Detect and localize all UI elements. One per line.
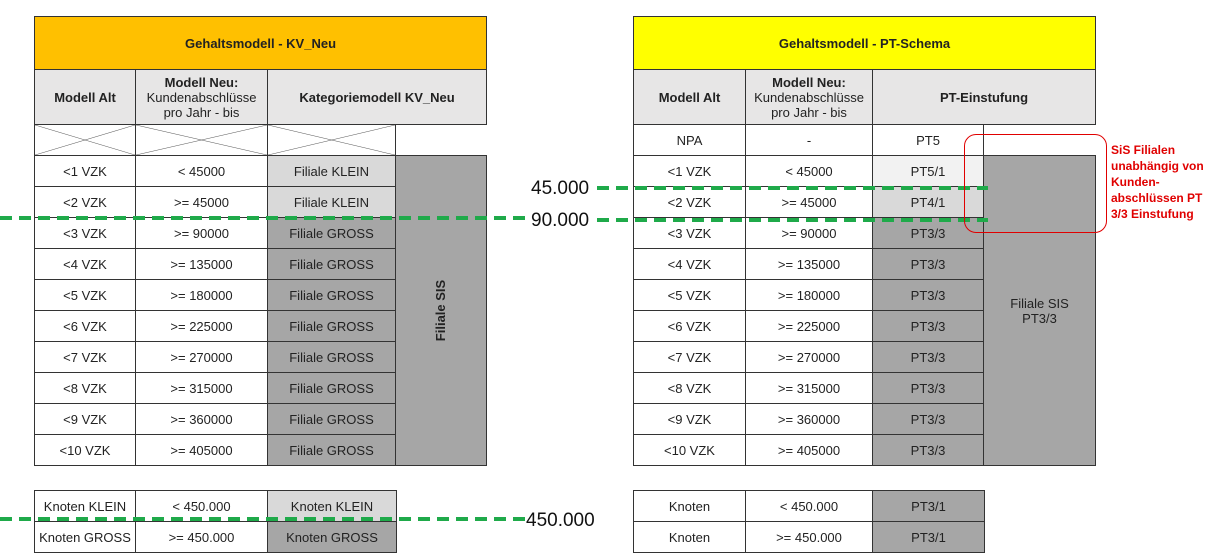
table-cell: Filiale GROSS: [268, 218, 396, 249]
table-cell: PT3/1: [873, 522, 985, 553]
table-cell: >= 270000: [136, 342, 268, 373]
table-cell: <2 VZK: [35, 187, 136, 218]
kv-neu-table: [34, 16, 487, 466]
table-cell: < 450.000: [746, 491, 873, 522]
table-cell: <7 VZK: [35, 342, 136, 373]
sis-note: SiS Filialen unabhängig von Kunden-abschlüssen PT 3/3 Einstufung: [1111, 143, 1204, 221]
table-cell: PT3/3: [873, 373, 984, 404]
header-kategoriemodell: Kategoriemodell KV_Neu: [268, 70, 487, 125]
table-cell: Knoten: [634, 491, 746, 522]
table-cell: PT4/1: [873, 187, 984, 218]
table-cell: <9 VZK: [634, 404, 746, 435]
table-cell: Filiale KLEIN: [268, 187, 396, 218]
table-cell: NPA: [634, 125, 746, 156]
table-cell: <6 VZK: [634, 311, 746, 342]
table-cell: PT3/3: [873, 218, 984, 249]
table-cell: <3 VZK: [634, 218, 746, 249]
table-cell: >= 180000: [136, 280, 268, 311]
table-cell: >= 180000: [746, 280, 873, 311]
table-cell: Filiale GROSS: [268, 435, 396, 466]
table-cell: PT5/1: [873, 156, 984, 187]
threshold-label-450000: 450.000: [526, 510, 595, 531]
filiale-sis-cell: Filiale SIS: [396, 156, 487, 466]
table-cell: PT3/3: [873, 342, 984, 373]
table-cell: >= 135000: [136, 249, 268, 280]
table-cell: Knoten GROSS: [268, 522, 397, 553]
table-cell: <2 VZK: [634, 187, 746, 218]
table-cell: Filiale GROSS: [268, 342, 396, 373]
table-cell: <4 VZK: [634, 249, 746, 280]
table-cell: < 45000: [746, 156, 873, 187]
table-cell: <3 VZK: [35, 218, 136, 249]
table-cell: < 45000: [136, 156, 268, 187]
table-cell: Filiale GROSS: [268, 373, 396, 404]
table-cell: >= 270000: [746, 342, 873, 373]
table-cell: <5 VZK: [35, 280, 136, 311]
header-modell-alt: Modell Alt: [35, 70, 136, 125]
pt-schema-knoten-table: [633, 490, 985, 553]
table-cell: <6 VZK: [35, 311, 136, 342]
table-cell: <1 VZK: [634, 156, 746, 187]
table-cell: PT3/1: [873, 491, 985, 522]
table-cell: >= 405000: [136, 435, 268, 466]
table-cell: >= 45000: [136, 187, 268, 218]
table-cell: >= 450.000: [136, 522, 268, 553]
table-cell: PT5: [873, 125, 984, 156]
table-cell: <4 VZK: [35, 249, 136, 280]
table-cell: PT3/3: [873, 404, 984, 435]
table-cell: Knoten GROSS: [35, 522, 136, 553]
empty-crossed-cell: [268, 125, 396, 156]
header-modell-alt: Modell Alt: [634, 70, 746, 125]
table-cell: <10 VZK: [35, 435, 136, 466]
table-cell: >= 45000: [746, 187, 873, 218]
table-cell: Knoten KLEIN: [35, 491, 136, 522]
threshold-label-45000: 45.000: [531, 178, 590, 199]
table-cell: >= 360000: [746, 404, 873, 435]
table-cell: Knoten: [634, 522, 746, 553]
table-cell: >= 450.000: [746, 522, 873, 553]
table-cell: PT3/3: [873, 311, 984, 342]
pt-schema-title: Gehaltsmodell - PT-Schema: [634, 17, 1096, 70]
kv-neu-title: Gehaltsmodell - KV_Neu: [35, 17, 487, 70]
table-cell: PT3/3: [873, 280, 984, 311]
pt-schema-table: [633, 16, 1096, 466]
table-cell: >= 135000: [746, 249, 873, 280]
table-cell: PT3/3: [873, 435, 984, 466]
table-cell: Knoten KLEIN: [268, 491, 397, 522]
kv-neu-knoten-table: [34, 490, 397, 553]
table-cell: <5 VZK: [634, 280, 746, 311]
header-modell-neu: Modell Neu: Kundenabschlüsse pro Jahr - bis: [746, 70, 873, 125]
table-cell: >= 90000: [136, 218, 268, 249]
table-cell: Filiale GROSS: [268, 280, 396, 311]
empty-crossed-cell: [136, 125, 268, 156]
table-cell: Filiale GROSS: [268, 249, 396, 280]
threshold-label-90000: 90.000: [531, 210, 590, 231]
highlight-box: [964, 134, 1107, 233]
table-cell: Filiale KLEIN: [268, 156, 396, 187]
table-cell: -: [746, 125, 873, 156]
table-cell: >= 225000: [746, 311, 873, 342]
header-modell-neu: Modell Neu: Kundenabschlüsse pro Jahr - bis: [136, 70, 268, 125]
table-cell: <8 VZK: [634, 373, 746, 404]
table-cell: <7 VZK: [634, 342, 746, 373]
table-cell: <8 VZK: [35, 373, 136, 404]
table-cell: >= 360000: [136, 404, 268, 435]
table-cell: >= 90000: [746, 218, 873, 249]
header-pt-einstufung: PT-Einstufung: [873, 70, 1096, 125]
empty-crossed-cell: [35, 125, 136, 156]
table-cell: >= 405000: [746, 435, 873, 466]
table-cell: <9 VZK: [35, 404, 136, 435]
table-cell: < 450.000: [136, 491, 268, 522]
table-cell: >= 315000: [136, 373, 268, 404]
table-cell: Filiale GROSS: [268, 311, 396, 342]
table-cell: <1 VZK: [35, 156, 136, 187]
table-cell: <10 VZK: [634, 435, 746, 466]
table-cell: PT3/3: [873, 249, 984, 280]
filiale-sis-pt-cell: Filiale SIS PT3/3: [984, 156, 1096, 466]
table-cell: Filiale GROSS: [268, 404, 396, 435]
table-cell: >= 315000: [746, 373, 873, 404]
table-cell: >= 225000: [136, 311, 268, 342]
